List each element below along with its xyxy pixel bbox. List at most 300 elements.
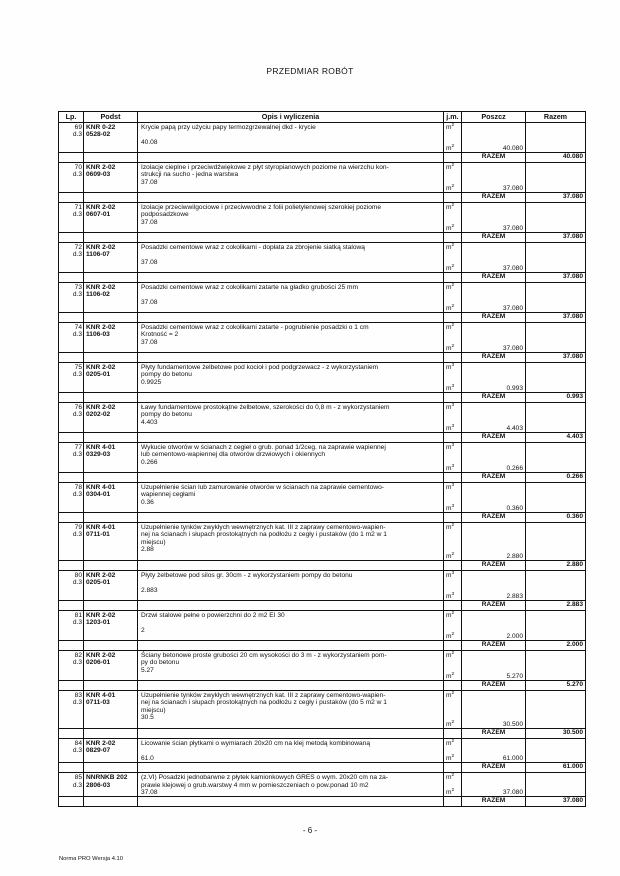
unit-exponent: 2 bbox=[451, 283, 455, 288]
item-section: d.3 bbox=[72, 579, 82, 587]
item-section: d.3 bbox=[72, 171, 82, 179]
table-row bbox=[59, 243, 586, 273]
unit-exponent: 2 bbox=[451, 183, 455, 189]
item-quantity bbox=[462, 203, 526, 233]
item-unit-bottom bbox=[446, 755, 454, 762]
item-quantity-value: 37.080 bbox=[502, 304, 523, 312]
item-lp bbox=[59, 243, 84, 273]
item-catalog: KNR 2-02 bbox=[86, 652, 116, 659]
item-catalog: KNR 2-02 bbox=[86, 612, 116, 619]
razem-label: RAZEM bbox=[462, 513, 526, 523]
item-lp bbox=[59, 443, 84, 473]
razem-label: RAZEM bbox=[462, 473, 526, 483]
razem-value: 0.360 bbox=[526, 513, 586, 523]
unit-symbol: m bbox=[446, 612, 452, 619]
item-catalog: KNR 2-02 bbox=[86, 324, 116, 331]
item-unit-bottom bbox=[446, 345, 454, 352]
item-description-line: Ławy fundamentowe prostokątne żelbetowe, szerokości do 0,8 m - z wykorzystaniem bbox=[141, 404, 390, 411]
item-number: 72 bbox=[74, 244, 82, 251]
table-header-row bbox=[59, 112, 586, 123]
unit-symbol: m bbox=[446, 364, 452, 371]
item-description bbox=[138, 163, 444, 193]
item-description-line: Płyty fundamentowe żelbetowe pod kocioł i pod podgrzewacz - z wykorzystaniem bbox=[141, 364, 379, 371]
item-catalog-position: 0711-01 bbox=[86, 531, 110, 539]
item-catalog: KNR 2-02 bbox=[86, 404, 116, 411]
item-number: 82 bbox=[74, 652, 82, 659]
item-unit-top bbox=[446, 404, 459, 411]
item-section: d.3 bbox=[72, 411, 82, 419]
unit-exponent: 3 bbox=[451, 463, 455, 469]
unit-symbol: m bbox=[446, 484, 452, 491]
item-catalog: KNR 2-02 bbox=[86, 284, 116, 291]
item-description-line: wapiennej cegłami bbox=[141, 491, 196, 499]
item-section: d.3 bbox=[72, 291, 82, 299]
unit-exponent: 2 bbox=[451, 123, 455, 128]
item-catalog-position: 0609-03 bbox=[86, 171, 111, 179]
unit-symbol: m bbox=[446, 774, 452, 782]
item-unit-top bbox=[446, 444, 459, 451]
unit-symbol: m bbox=[446, 404, 452, 411]
item-quantity-value: 37.080 bbox=[502, 344, 523, 352]
item-lp bbox=[59, 283, 84, 313]
item-catalog: KNR 0-22 bbox=[86, 124, 116, 131]
unit-exponent: 3 bbox=[451, 443, 455, 448]
item-catalog-position: 0329-03 bbox=[86, 451, 111, 459]
item-quantity bbox=[462, 571, 526, 601]
unit-exponent: 3 bbox=[451, 383, 455, 389]
item-total-empty bbox=[526, 243, 586, 273]
unit-exponent: 3 bbox=[451, 423, 455, 429]
unit-exponent: 2 bbox=[451, 671, 455, 677]
item-catalog-position: 0304-01 bbox=[86, 491, 111, 499]
item-unit-top bbox=[446, 164, 459, 171]
item-unit bbox=[444, 523, 462, 561]
unit-symbol: m bbox=[446, 789, 452, 797]
razem-label: RAZEM bbox=[462, 353, 526, 363]
table-row-razem bbox=[59, 273, 586, 283]
item-basis bbox=[84, 123, 138, 153]
item-catalog-position: 0528-02 bbox=[86, 131, 111, 139]
razem-label: RAZEM bbox=[462, 433, 526, 443]
razem-label: RAZEM bbox=[462, 193, 526, 203]
item-description-line: Uzupełnienie tynków zwykłych wewnętrznych kat. III z zaprawy cementowo-wapien- bbox=[141, 692, 386, 699]
item-description-line: 0.9925 bbox=[141, 378, 162, 386]
unit-exponent: 3 bbox=[451, 403, 455, 408]
item-quantity-value: 2.880 bbox=[506, 552, 523, 560]
table-row-razem bbox=[59, 729, 586, 739]
item-lp bbox=[59, 739, 84, 763]
unit-symbol: m bbox=[446, 124, 452, 131]
item-unit-top bbox=[446, 364, 459, 371]
item-lp bbox=[59, 123, 84, 153]
item-total-empty bbox=[526, 203, 586, 233]
item-section: d.3 bbox=[72, 781, 82, 789]
unit-symbol: m bbox=[446, 344, 452, 352]
item-catalog: KNR 4-01 bbox=[86, 692, 116, 699]
table-row-razem bbox=[59, 473, 586, 483]
unit-exponent: 2 bbox=[451, 739, 455, 744]
item-quantity-value: 2.000 bbox=[506, 632, 523, 640]
item-catalog: NNRNKB 202 bbox=[86, 774, 128, 782]
table-row bbox=[59, 443, 586, 473]
item-catalog-position: 2806-03 bbox=[86, 781, 111, 789]
item-description-line bbox=[141, 251, 441, 258]
item-unit-bottom bbox=[446, 633, 454, 640]
item-unit-top bbox=[446, 524, 459, 531]
item-unit-top bbox=[446, 124, 459, 131]
razem-label: RAZEM bbox=[462, 233, 526, 243]
table-row bbox=[59, 483, 586, 513]
table-row bbox=[59, 403, 586, 433]
item-description-line: Wykucie otworów w ścianach z cegieł o grub. ponad 1/2ceg. na zaprawie wapiennej bbox=[141, 444, 386, 451]
item-catalog-position: 0829-07 bbox=[86, 747, 111, 755]
table-row bbox=[59, 523, 586, 561]
razem-label: RAZEM bbox=[462, 153, 526, 163]
unit-exponent: 2 bbox=[451, 143, 455, 149]
item-unit bbox=[444, 571, 462, 601]
unit-symbol: m bbox=[446, 324, 452, 331]
item-description bbox=[138, 283, 444, 313]
item-description-line: lub cementowo-wapiennej dla otworów drzwiowych i okiennych bbox=[141, 451, 325, 459]
item-description-line: strukcji na sucho - jedna warstwa bbox=[141, 171, 239, 179]
table-row-razem bbox=[59, 313, 586, 323]
item-quantity-value: 2.883 bbox=[506, 592, 523, 600]
item-catalog: KNR 2-02 bbox=[86, 244, 116, 251]
item-section: d.3 bbox=[72, 131, 82, 139]
item-description-line: prawie klejowej o grub.warstwy 4 mm w pomieszczeniach o pow.ponad 10 m2 bbox=[141, 781, 369, 789]
unit-symbol: m bbox=[446, 464, 452, 472]
unit-exponent: 2 bbox=[451, 303, 455, 309]
item-catalog-position: 0205-01 bbox=[86, 579, 111, 587]
item-unit-top bbox=[446, 244, 459, 251]
unit-exponent: 3 bbox=[451, 591, 455, 597]
unit-exponent: 2 bbox=[451, 523, 455, 528]
table-row-razem bbox=[59, 233, 586, 243]
item-description-line: Izolacje cieplne i przeciwdźwiękowe z płyt styropianowych poziome na wierzchu kon- bbox=[141, 164, 389, 171]
item-unit-bottom bbox=[446, 789, 454, 796]
item-total-empty bbox=[526, 773, 586, 797]
item-quantity bbox=[462, 243, 526, 273]
item-unit-top bbox=[446, 774, 459, 781]
item-basis bbox=[84, 611, 138, 641]
razem-label: RAZEM bbox=[462, 561, 526, 571]
item-description-line: Izolacje przeciwwilgociowe i przeciwwodne z folii polietylenowej szerokiej poziome bbox=[141, 204, 382, 211]
item-quantity-value: 0.993 bbox=[506, 384, 523, 392]
item-quantity bbox=[462, 363, 526, 393]
item-description-line: 61.0 bbox=[141, 754, 154, 762]
item-catalog-position: 0711-03 bbox=[86, 699, 110, 707]
item-unit bbox=[444, 443, 462, 473]
item-unit-top bbox=[446, 652, 459, 659]
unit-exponent: 2 bbox=[451, 551, 455, 557]
unit-exponent: 2 bbox=[451, 788, 455, 794]
item-total-empty bbox=[526, 443, 586, 473]
page-number: - 6 - bbox=[302, 826, 318, 835]
item-quantity bbox=[462, 323, 526, 353]
item-number: 71 bbox=[74, 204, 82, 211]
unit-symbol: m bbox=[446, 424, 452, 432]
item-total-empty bbox=[526, 323, 586, 353]
item-quantity-value: 30.500 bbox=[502, 720, 523, 728]
item-description-line: 0.266 bbox=[141, 458, 158, 466]
item-description-line: 4.403 bbox=[141, 418, 158, 426]
table-body bbox=[59, 123, 586, 807]
unit-symbol: m bbox=[446, 572, 452, 579]
unit-symbol: m bbox=[446, 524, 452, 531]
table-row bbox=[59, 283, 586, 313]
item-catalog: KNR 2-02 bbox=[86, 740, 116, 747]
unit-symbol: m bbox=[446, 672, 452, 680]
item-total-empty bbox=[526, 123, 586, 153]
item-description bbox=[138, 443, 444, 473]
item-number: 70 bbox=[74, 164, 82, 171]
table-row bbox=[59, 203, 586, 233]
item-total-empty bbox=[526, 611, 586, 641]
table-row-razem bbox=[59, 601, 586, 611]
item-unit-bottom bbox=[446, 673, 454, 680]
item-section: d.3 bbox=[72, 491, 82, 499]
document-title: PRZEDMIAR ROBÓT bbox=[266, 66, 354, 76]
item-basis bbox=[84, 243, 138, 273]
item-description-line: (z.VI) Posadzki jednobarwne z płytek kamionkowych GRES o wym. 20x20 cm na za- bbox=[141, 774, 388, 782]
item-number: 69 bbox=[74, 124, 82, 131]
item-unit-bottom bbox=[446, 305, 454, 312]
unit-symbol: m bbox=[446, 552, 452, 560]
table-row bbox=[59, 651, 586, 681]
item-basis bbox=[84, 163, 138, 193]
item-catalog: KNR 2-02 bbox=[86, 164, 116, 171]
item-description-line: pompy do betonu bbox=[141, 411, 192, 419]
unit-symbol: m bbox=[446, 144, 452, 152]
razem-value: 4.403 bbox=[526, 433, 586, 443]
item-quantity bbox=[462, 691, 526, 729]
table-row bbox=[59, 571, 586, 601]
item-description-line bbox=[141, 131, 441, 138]
item-catalog-position: 0607-01 bbox=[86, 211, 111, 219]
unit-symbol: m bbox=[446, 384, 452, 392]
unit-exponent: 3 bbox=[451, 483, 455, 488]
table-row bbox=[59, 691, 586, 729]
item-quantity bbox=[462, 523, 526, 561]
item-unit bbox=[444, 739, 462, 763]
item-section: d.3 bbox=[72, 619, 82, 627]
razem-value: 0.993 bbox=[526, 393, 586, 403]
item-description bbox=[138, 611, 444, 641]
item-quantity bbox=[462, 739, 526, 763]
item-description-line: 37.08 bbox=[141, 298, 158, 306]
razem-value: 61.000 bbox=[526, 763, 586, 773]
unit-exponent: 3 bbox=[451, 571, 455, 576]
razem-label: RAZEM bbox=[462, 601, 526, 611]
item-lp bbox=[59, 483, 84, 513]
item-unit-bottom bbox=[446, 553, 454, 560]
unit-symbol: m bbox=[446, 592, 452, 600]
item-number: 81 bbox=[74, 612, 82, 619]
item-basis bbox=[84, 571, 138, 601]
item-unit bbox=[444, 203, 462, 233]
unit-symbol: m bbox=[446, 632, 452, 640]
table-row bbox=[59, 363, 586, 393]
item-basis bbox=[84, 283, 138, 313]
unit-exponent: 2 bbox=[451, 163, 455, 168]
item-description-line: miejscu) bbox=[141, 706, 166, 714]
item-unit bbox=[444, 691, 462, 729]
item-description-line: Drzwi stalowe pełne o powierzchni do 2 m2 EI 30 bbox=[141, 612, 285, 619]
table-row-razem bbox=[59, 763, 586, 773]
item-description bbox=[138, 483, 444, 513]
unit-symbol: m bbox=[446, 754, 452, 762]
item-catalog: KNR 4-01 bbox=[86, 524, 116, 531]
item-description-line: 2.88 bbox=[141, 546, 154, 554]
item-unit-top bbox=[446, 284, 459, 291]
table-row bbox=[59, 163, 586, 193]
item-total-empty bbox=[526, 163, 586, 193]
item-basis bbox=[84, 203, 138, 233]
razem-value: 30.500 bbox=[526, 729, 586, 739]
header-poszcz: Poszcz bbox=[462, 112, 526, 123]
item-quantity-value: 61.000 bbox=[502, 754, 523, 762]
item-basis bbox=[84, 363, 138, 393]
item-lp bbox=[59, 611, 84, 641]
unit-exponent: 2 bbox=[451, 343, 455, 349]
unit-symbol: m bbox=[446, 720, 452, 728]
table-row bbox=[59, 123, 586, 153]
item-description-line: Krotność = 2 bbox=[141, 331, 179, 339]
item-total-empty bbox=[526, 363, 586, 393]
item-description-line: 37.08 bbox=[141, 338, 158, 346]
item-description-line: podposadzkowe bbox=[141, 211, 189, 219]
item-description-line: nej na ścianach i słupach prostokątnych na podłożu z cegły i pustaków (do 1 m2 w 1 bbox=[141, 531, 387, 539]
table-row bbox=[59, 739, 586, 763]
item-description-line: Licowanie ścian płytkami o wymiarach 20x20 cm na klej metodą kombinowaną bbox=[141, 740, 371, 747]
item-catalog-position: 1106-02 bbox=[86, 291, 110, 299]
item-catalog: KNR 4-01 bbox=[86, 484, 116, 491]
item-description-line: miejscu) bbox=[141, 538, 166, 546]
item-unit-top bbox=[446, 204, 459, 211]
item-number: 78 bbox=[74, 484, 82, 491]
item-number: 77 bbox=[74, 444, 82, 451]
item-number: 83 bbox=[74, 692, 82, 699]
item-description bbox=[138, 363, 444, 393]
item-lp bbox=[59, 691, 84, 729]
item-description-line: pompy do betonu bbox=[141, 371, 192, 379]
item-catalog-position: 1106-07 bbox=[86, 251, 110, 259]
table-row-razem bbox=[59, 393, 586, 403]
item-total-empty bbox=[526, 571, 586, 601]
item-section: d.3 bbox=[72, 531, 82, 539]
item-description-line: 2.883 bbox=[141, 586, 158, 594]
item-description-line: Posadzki cementowe wraz z cokolikami zatarte na gładko grubości 25 mm bbox=[141, 284, 358, 291]
unit-symbol: m bbox=[446, 204, 452, 211]
unit-exponent: 2 bbox=[451, 203, 455, 208]
item-description-line: Ściany betonowe proste grubości 20 cm wysokości do 3 m - z wykorzystaniem pom- bbox=[141, 652, 387, 659]
unit-symbol: m bbox=[446, 284, 452, 291]
item-lp bbox=[59, 403, 84, 433]
razem-value: 2.883 bbox=[526, 601, 586, 611]
item-description-line: 30.5 bbox=[141, 714, 154, 722]
header-jm: j.m. bbox=[444, 112, 462, 123]
header-podst: Podst bbox=[84, 112, 138, 123]
item-catalog: KNR 2-02 bbox=[86, 204, 116, 211]
item-section: d.3 bbox=[72, 699, 82, 707]
item-quantity bbox=[462, 403, 526, 433]
item-description bbox=[138, 403, 444, 433]
unit-symbol: m bbox=[446, 444, 452, 451]
item-description-line: 40.08 bbox=[141, 138, 158, 146]
item-quantity bbox=[462, 611, 526, 641]
item-description bbox=[138, 651, 444, 681]
razem-label: RAZEM bbox=[462, 681, 526, 691]
item-basis bbox=[84, 691, 138, 729]
item-number: 76 bbox=[74, 404, 82, 411]
item-description bbox=[138, 523, 444, 561]
razem-value: 37.080 bbox=[526, 313, 586, 323]
table-row-razem bbox=[59, 353, 586, 363]
item-description-line: 37.08 bbox=[141, 789, 158, 797]
razem-label: RAZEM bbox=[462, 729, 526, 739]
item-unit-bottom bbox=[446, 385, 454, 392]
item-section: d.3 bbox=[72, 659, 82, 667]
unit-exponent: 2 bbox=[451, 773, 455, 779]
unit-symbol: m bbox=[446, 224, 452, 232]
item-quantity bbox=[462, 123, 526, 153]
header-razem: Razem bbox=[526, 112, 586, 123]
item-description bbox=[138, 243, 444, 273]
item-description bbox=[138, 123, 444, 153]
item-description-line: 37.08 bbox=[141, 218, 158, 226]
item-unit-top bbox=[446, 324, 459, 331]
table-row-razem bbox=[59, 561, 586, 571]
item-unit bbox=[444, 323, 462, 353]
item-lp bbox=[59, 571, 84, 601]
item-quantity-value: 37.080 bbox=[502, 224, 523, 232]
item-catalog: KNR 2-02 bbox=[86, 364, 116, 371]
item-basis bbox=[84, 443, 138, 473]
item-section: d.3 bbox=[72, 747, 82, 755]
razem-value: 37.080 bbox=[526, 193, 586, 203]
item-catalog-position: 0202-02 bbox=[86, 411, 111, 419]
item-catalog: KNR 2-02 bbox=[86, 572, 116, 579]
table-row-razem bbox=[59, 433, 586, 443]
unit-exponent: 2 bbox=[451, 719, 455, 725]
item-lp bbox=[59, 523, 84, 561]
item-basis bbox=[84, 323, 138, 353]
item-total-empty bbox=[526, 739, 586, 763]
item-quantity-value: 0.360 bbox=[506, 504, 523, 512]
item-unit bbox=[444, 403, 462, 433]
item-total-empty bbox=[526, 523, 586, 561]
item-unit bbox=[444, 243, 462, 273]
item-description-line: Uzupełnienie ścian lub zamurowanie otworów w ścianach na zaprawie cementowo- bbox=[141, 484, 384, 491]
item-unit-bottom bbox=[446, 721, 454, 728]
razem-value: 37.080 bbox=[526, 233, 586, 243]
item-lp bbox=[59, 163, 84, 193]
item-basis bbox=[84, 773, 138, 797]
item-lp bbox=[59, 323, 84, 353]
item-unit-bottom bbox=[446, 225, 454, 232]
item-quantity bbox=[462, 283, 526, 313]
item-description-line: Posadzki cementowe wraz z cokolikami zatarte - pogrubienie posadzki o 1 cm bbox=[141, 324, 369, 331]
item-number: 80 bbox=[74, 572, 82, 579]
unit-symbol: m bbox=[446, 244, 452, 251]
razem-value: 2.880 bbox=[526, 561, 586, 571]
table-row-razem bbox=[59, 153, 586, 163]
item-quantity bbox=[462, 163, 526, 193]
unit-exponent: 2 bbox=[451, 631, 455, 637]
item-total-empty bbox=[526, 403, 586, 433]
item-description-line: 0.36 bbox=[141, 498, 154, 506]
item-unit bbox=[444, 651, 462, 681]
